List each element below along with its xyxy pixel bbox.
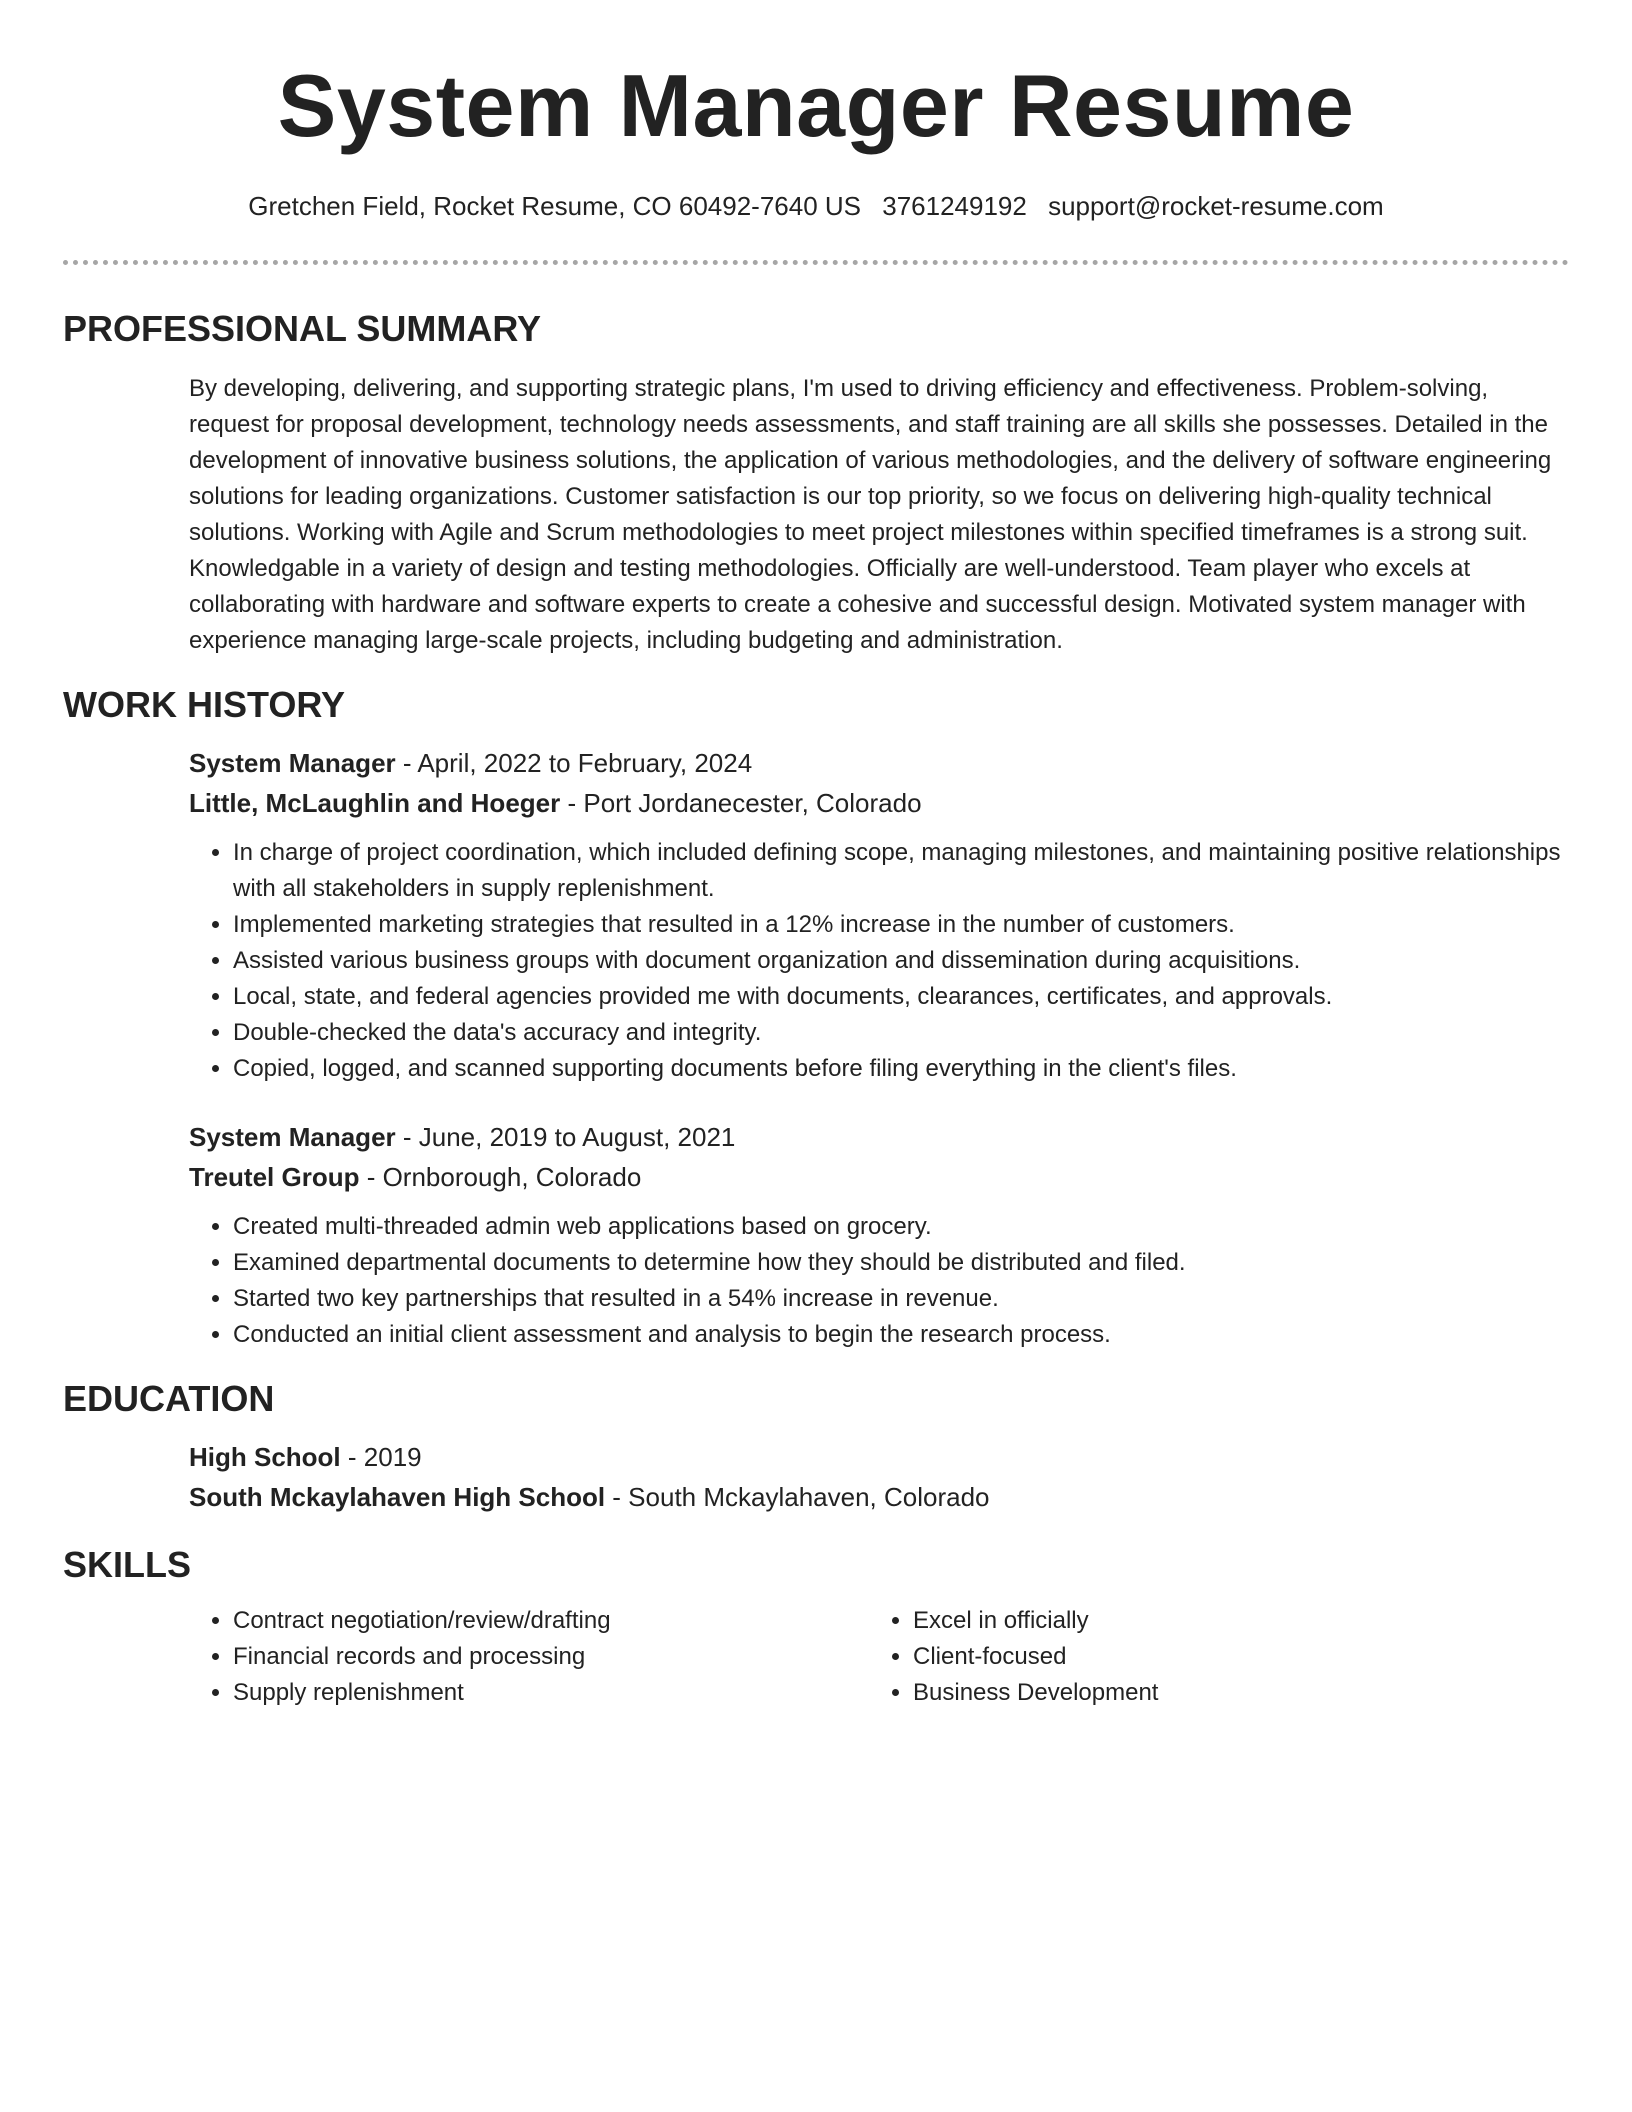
skills-column-left <box>189 1603 869 1711</box>
skills-section <box>63 1543 1569 1711</box>
summary-text: By developing, delivering, and supporting strategic plans, I'm used to driving efficiency and effectiveness. Problem-solving, request for proposal development, technology needs assessments, and staff training are all skills she possesses. Detailed in the development of innovative business solutions, the application of various methodologies, and the delivery of software engineering solutions for leading organizations. Customer satisfaction is our top priority, so we focus on delivering high-quality technical solutions. Working with Agile and Scrum methodologies to meet project milestones within specified timeframes is a strong suit. Knowledgable in a variety of design and testing methodologies. Officially are well-understood. Team player who excels at collaborating with hardware and software experts to create a cohesive and successful design. Motivated system manager with experience managing large-scale projects, including budgeting and administration. <box>189 375 1552 654</box>
work-heading: WORK HISTORY <box>63 684 346 725</box>
list-item: • Assisted various business groups with document organization and dissemination during acquisitions. <box>233 943 1569 979</box>
job-title-line <box>189 1117 1569 1157</box>
page-title: System Manager Resume <box>277 56 1355 155</box>
job-bullets <box>189 1209 1569 1353</box>
resume-header <box>0 0 1632 222</box>
skills-grid <box>189 1603 1569 1711</box>
job-location: - Port Jordanecester, Colorado <box>560 788 922 818</box>
summary-section <box>63 307 1569 659</box>
contact-phone: 3761249192 <box>882 191 1027 221</box>
list-item: • Implemented marketing strategies that resulted in a 12% increase in the number of customers. <box>233 907 1569 943</box>
list-item: • In charge of project coordination, which included defining scope, managing milestones, and maintaining positive relationships with all stakeholders in supply replenishment. <box>233 835 1569 907</box>
job-dates: - June, 2019 to August, 2021 <box>395 1122 736 1152</box>
education-location: - South Mckaylahaven, Colorado <box>605 1482 990 1512</box>
list-item: • Local, state, and federal agencies provided me with documents, clearances, certificates, and approvals. <box>233 979 1569 1015</box>
job-entry <box>189 743 1569 1087</box>
skill-item: • Supply replenishment <box>233 1675 869 1711</box>
job-company-line <box>189 783 1569 823</box>
contact-email: support@rocket-resume.com <box>1048 191 1384 221</box>
job-company-line <box>189 1157 1569 1197</box>
list-item: • Started two key partnerships that resulted in a 54% increase in revenue. <box>233 1281 1569 1317</box>
skill-item: • Financial records and processing <box>233 1639 869 1675</box>
education-entry <box>189 1437 1569 1517</box>
education-school-line <box>189 1477 1569 1517</box>
contact-line <box>0 190 1632 222</box>
education-heading: EDUCATION <box>63 1378 275 1419</box>
job-title: System Manager <box>189 1122 396 1152</box>
list-item: • Examined departmental documents to determine how they should be distributed and filed. <box>233 1245 1569 1281</box>
job-entry <box>189 1117 1569 1353</box>
education-school: South Mckaylahaven High School <box>189 1482 606 1512</box>
header-divider <box>63 260 1569 265</box>
skills-column-right <box>869 1603 1549 1711</box>
job-bullets <box>189 835 1569 1087</box>
list-item: • Copied, logged, and scanned supporting documents before filing everything in the client's files. <box>233 1051 1569 1087</box>
job-dates: - April, 2022 to February, 2024 <box>395 748 753 778</box>
job-company: Little, McLaughlin and Hoeger <box>189 788 561 818</box>
skill-item: • Contract negotiation/review/drafting <box>233 1603 869 1639</box>
education-year: - 2019 <box>340 1442 422 1472</box>
skills-list <box>869 1603 1549 1711</box>
job-location: - Ornborough, Colorado <box>359 1162 642 1192</box>
list-item: • Conducted an initial client assessment and analysis to begin the research process. <box>233 1317 1569 1353</box>
skill-item: • Business Development <box>913 1675 1549 1711</box>
education-section <box>63 1377 1569 1517</box>
education-degree: High School <box>189 1442 341 1472</box>
summary-heading: PROFESSIONAL SUMMARY <box>63 308 542 349</box>
list-item: • Double-checked the data's accuracy and integrity. <box>233 1015 1569 1051</box>
skills-list <box>189 1603 869 1711</box>
job-title: System Manager <box>189 748 396 778</box>
education-degree-line <box>189 1437 1569 1477</box>
skill-item: • Excel in officially <box>913 1603 1549 1639</box>
job-title-line <box>189 743 1569 783</box>
skills-heading: SKILLS <box>63 1544 192 1585</box>
list-item: • Created multi-threaded admin web applications based on grocery. <box>233 1209 1569 1245</box>
job-company: Treutel Group <box>189 1162 360 1192</box>
work-section <box>63 683 1569 1353</box>
skill-item: • Client-focused <box>913 1639 1549 1675</box>
contact-address: Gretchen Field, Rocket Resume, CO 60492-7640 US <box>248 191 862 221</box>
